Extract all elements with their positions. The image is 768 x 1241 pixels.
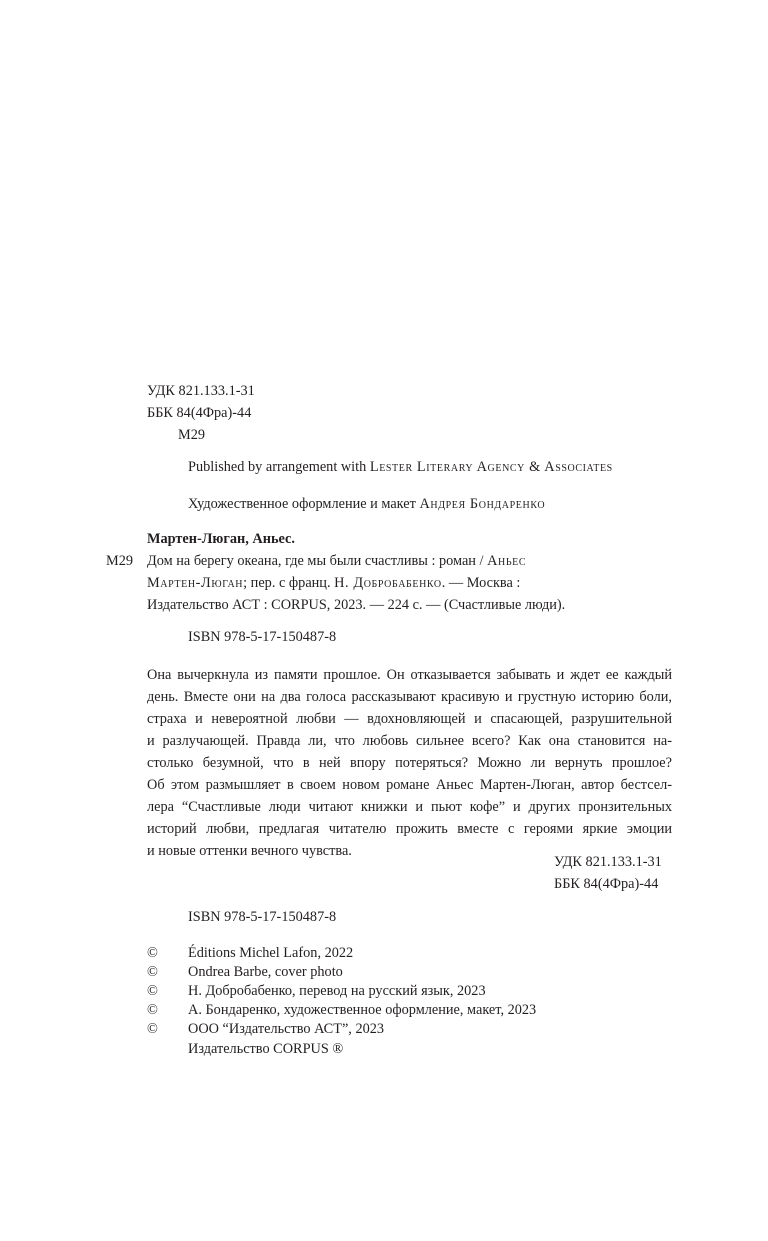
annotation-line: страха и невероятной любви — вдохновляющей и спасающей, разрушительной <box>147 711 672 727</box>
copyright-icon: © <box>147 945 158 961</box>
annotation-line: Она вычеркнула из памяти прошлое. Он отказывается забывать и ждет ее каждый <box>147 667 672 683</box>
author-heading: Мартен-Люган, Аньес. <box>147 531 295 547</box>
copyright-row <box>147 1018 384 1040</box>
copyright-icon: © <box>147 1002 158 1018</box>
annotation-line: и разлучающей. Правда ли, что любовь сильнее всего? Как она становится на- <box>147 733 672 749</box>
published-by-line <box>188 456 613 478</box>
bbk-code-right: ББК 84(4Фра)-44 <box>554 876 659 892</box>
isbn-first: ISBN 978-5-17-150487-8 <box>188 629 337 645</box>
annotation-line: историй любви, предлагая читателю прожить вместе с героями яркие эмоции <box>147 821 672 837</box>
copyright-holder: Ondrea Barbe, cover photo <box>188 964 343 980</box>
annotation-line: лера “Счастливые люди читают книжки и пьют кофе” и других пронзительных <box>147 799 672 815</box>
annotation-line: и новые оттенки вечного чувства. <box>147 843 352 859</box>
bib-line-2 <box>147 572 520 594</box>
author-first-name: Аньес <box>487 553 527 569</box>
bib-author-mark: М29 <box>106 553 134 569</box>
author-mark: М29 <box>178 427 206 443</box>
copyright-holder: ООО “Издательство АСТ”, 2023 <box>188 1021 385 1037</box>
translator-name: Н. Добробабенко <box>334 575 442 591</box>
copyright-icon: © <box>147 964 158 980</box>
designer-name: Андрея Бондаренко <box>419 496 546 512</box>
copyright-icon: © <box>147 1021 158 1037</box>
isbn-second: ISBN 978-5-17-150487-8 <box>188 909 337 925</box>
udk-code-right: УДК 821.133.1-31 <box>554 854 662 870</box>
publisher-mark: Издательство CORPUS ® <box>188 1041 344 1057</box>
city: . — Москва : <box>441 575 521 591</box>
annotation-line: день. Вместе они на два голоса рассказывают красивую и грустную историю боли, <box>147 689 672 705</box>
annotation-line: Об этом размышляет в своем новом романе Аньес Мартен-Люган, автор бестсел- <box>147 777 672 793</box>
author-last-name: Мартен-Люган <box>147 575 244 591</box>
copyright-icon: © <box>147 983 158 999</box>
design-credit-prefix: Художественное оформление и макет <box>188 496 420 512</box>
published-by-prefix: Published by arrangement with <box>188 459 370 475</box>
copyright-holder: Éditions Michel Lafon, 2022 <box>188 945 354 961</box>
bbk-code: ББК 84(4Фра)-44 <box>147 405 252 421</box>
copyright-holder: А. Бондаренко, художественное оформление, макет, 2023 <box>188 1002 537 1018</box>
translation-note: ; пер. с франц. <box>243 575 335 591</box>
design-credit-line <box>188 493 545 515</box>
copyright-holder: Н. Добробабенко, перевод на русский язык, 2023 <box>188 983 486 999</box>
bib-line-3: Издательство АСТ : CORPUS, 2023. — 224 с. — (Счастливые люди). <box>147 597 566 613</box>
udk-code: УДК 821.133.1-31 <box>147 383 255 399</box>
agency-name: Lester Literary Agency & Associates <box>369 459 613 475</box>
bib-line-1 <box>147 550 526 572</box>
book-title: Дом на берегу океана, где мы были счастливы : роман / <box>147 553 488 569</box>
annotation-paragraph <box>147 664 672 862</box>
annotation-line: столько безумной, что в ней впору потеряться? Можно ли вернуть прошлое? <box>147 755 672 771</box>
